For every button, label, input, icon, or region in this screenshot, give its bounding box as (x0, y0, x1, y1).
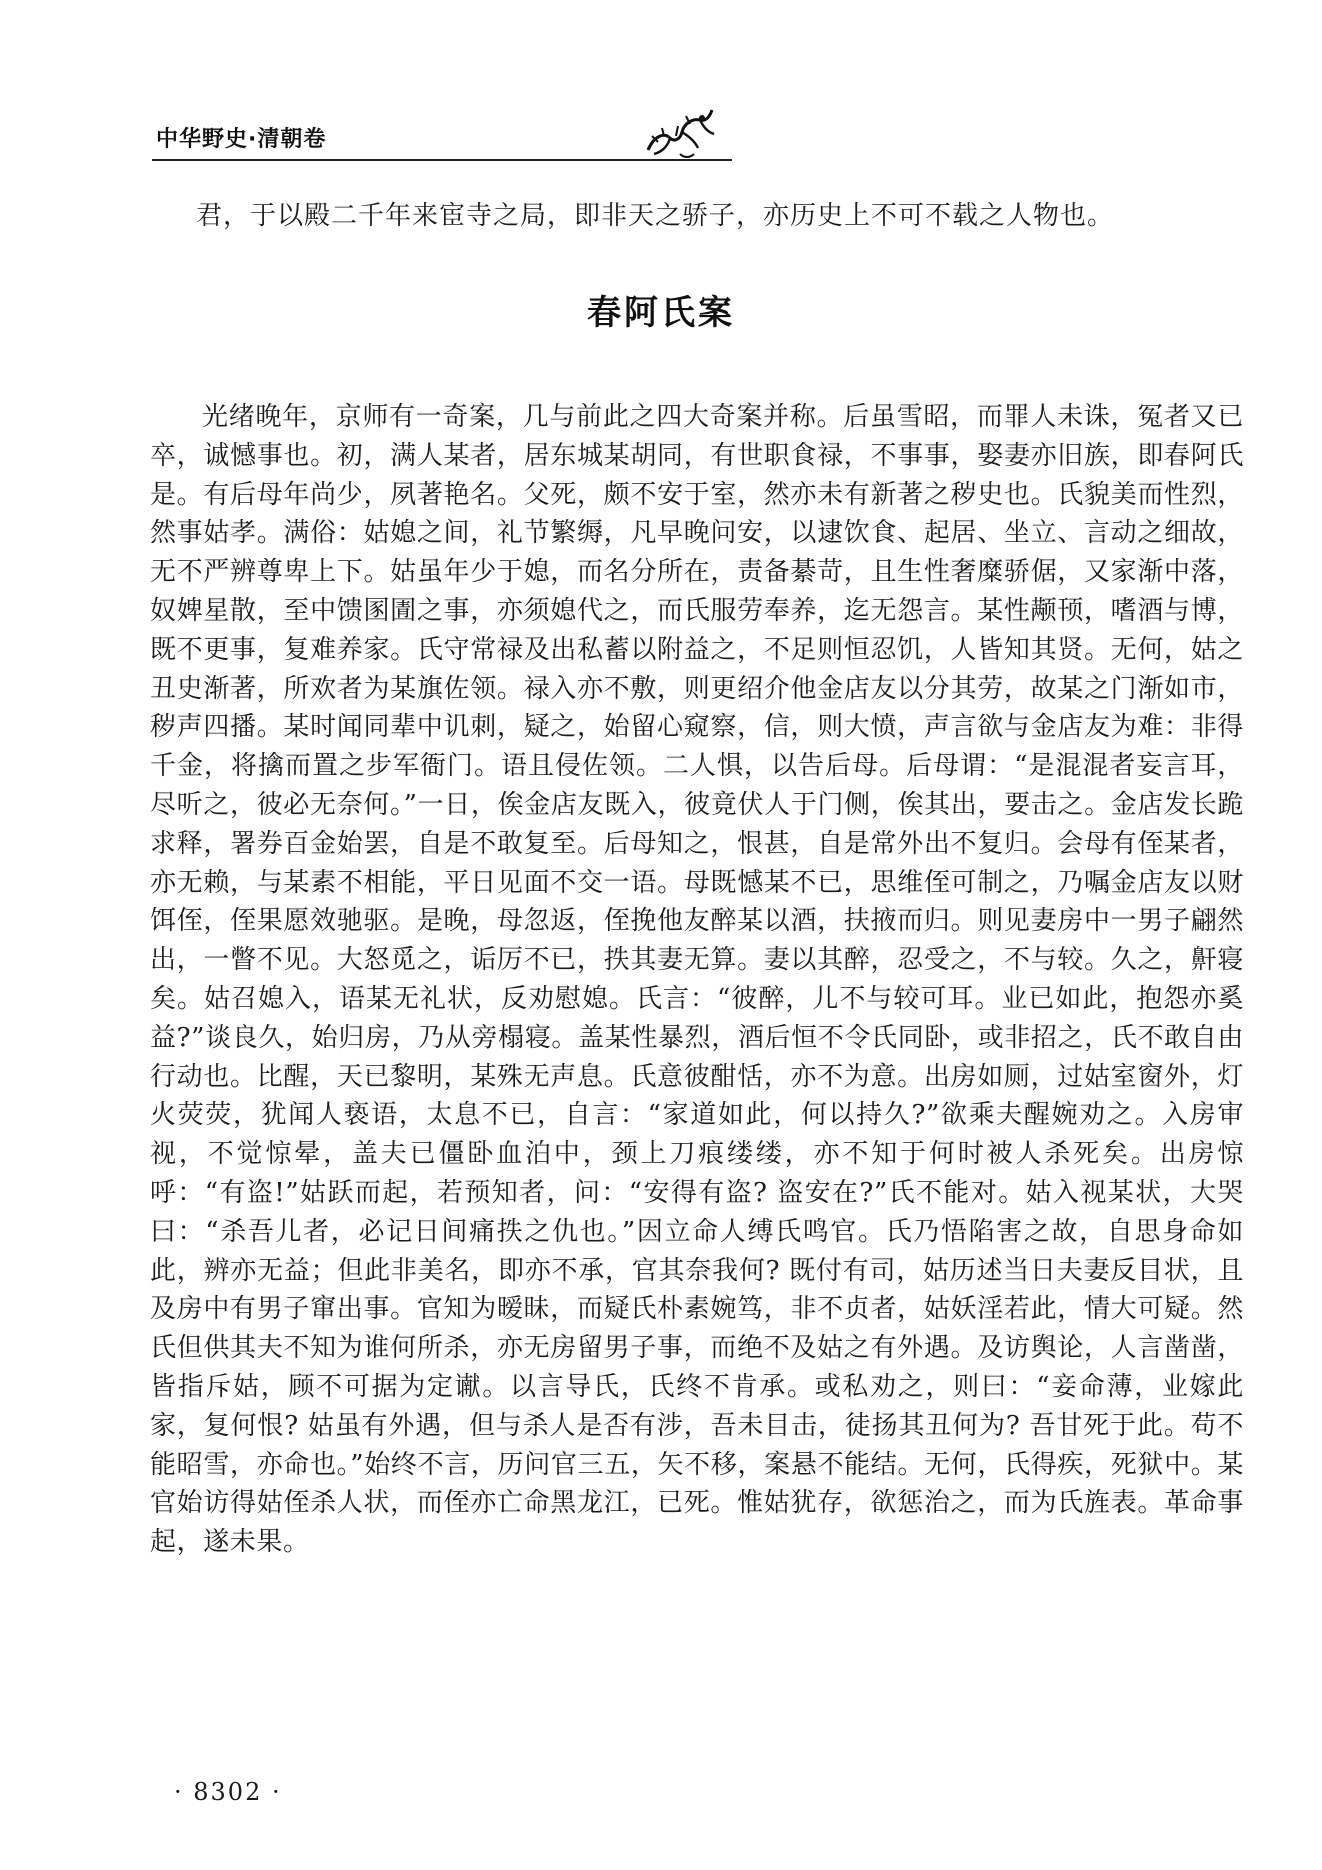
running-title: 中华野史·清朝卷 (156, 127, 327, 152)
article-title: 春阿氏案 (587, 293, 735, 333)
running-header (152, 116, 782, 164)
carryover-paragraph: 君，于以殿二千年来宦寺之局，即非天之骄子，亦历史上不可不载之人物也。 (196, 201, 1115, 231)
article-body: 光绪晚年，京师有一奇案，几与前此之四大奇案并称。后虽雪昭，而罪人未诛，冤者又已卒，诚憾事也。初，满人某者，居东城某胡同，有世职食禄，不事事，娶妻亦旧族，即春阿氏是。有后母年尚少，夙著艳名。父死，颇不安于室，然亦未有新著之秽史也。氏貌美而性烈，然事姑孝。满俗：姑媳之间，礼节繁缛，凡早晚问安，以逮饮食、起居、坐立、言动之细故，无不严辨尊卑上下。姑虽年少于媳，而名分所在，责备綦苛，且生性奢糜骄倨，又家渐中落，奴婢星散，至中馈圂圊之事，亦须媳代之，而氏服劳奉养，迄无怨言。某性颟顸，嗜酒与博，既不更事，复难养家。氏守常禄及出私蓄以附益之，不足则恒忍饥，人皆知其贤。无何，姑之丑史渐著，所欢者为某旗佐领。禄入亦不敷，则更绍介他金店友以分其劳，故某之门渐如市，秽声四播。某时闻同辈中讥刺，疑之，始留心窥察，信，则大愤，声言欲与金店友为难：非得千金，将擒而置之步军衙门。语且侵佐领。二人惧，以告后母。后母谓：“是混混者妄言耳，尽听之，彼必无奈何。”一日，俟金店友既入，彼竟伏人于门侧，俟其出，要击之。金店发长跪求释，署券百金始罢，自是不敢复至。后母知之，恨甚，自是常外出不复归。会母有侄某者，亦无赖，与某素不相能，平日见面不交一语。母既憾某不已，思维侄可制之，乃嘱金店友以财饵侄，侄果愿效驰驱。是晚，母忽返，侄挽他友醉某以酒，扶掖而归。则见妻房中一男子翩然出，一瞥不见。大怒觅之，诟厉不已，抶其妻无算。妻以其醉，忍受之，不与较。久之，鼾寝矣。姑召媳入，语某无礼状，反劝慰媳。氏言：“彼醉，儿不与较可耳。业已如此，抱怨亦奚益?”谈良久，始归房，乃从旁榻寝。盖某性暴烈，酒后恒不令氏同卧，或非招之，氏不敢自由行动也。比醒，天已黎明，某殊无声息。氏意彼酣恬，亦不为意。出房如厕，过姑室窗外，灯火荧荧，犹闻人亵语，太息不已，自言：“家道如此，何以持久?”欲乘夫醒婉劝之。入房审视，不觉惊晕，盖夫已僵卧血泊中，颈上刀痕缕缕，亦不知于何时被人杀死矣。出房惊呼：“有盗!”姑跃而起，若预知者，问：“安得有盗? 盗安在?”氏不能对。姑入视某状，大哭曰：“杀吾儿者，必记日间痛抶之仇也。”因立命人缚氏鸣官。氏乃悟陷害之故，自思身命如此，辨亦无益；但此非美名，即亦不承，官其奈我何? 既付有司，姑历述当日夫妻反目状，且及房中有男子窜出事。官知为暧昧，而疑氏朴素婉笃，非不贞者，姑妖淫若此，情大可疑。然氏但供其夫不知为谁何所杀，亦无房留男子事，而绝不及姑之有外遇。及访舆论，人言凿凿，皆指斥姑，顾不可据为定谳。以言导氏，氏终不肯承。或私劝之，则曰：“妾命薄，业嫁此家，复何恨? 姑虽有外遇，但与杀人是否有涉，吾未目击，徒扬其丑何为? 吾甘死于此。苟不能昭雪，亦命也。”始终不言，历问官三五，矢不移，案悬不能结。无何，氏得疾，死狱中。某官始访得姑侄杀人状，而侄亦亡命黑龙江，已死。惟姑犹存，欲惩治之，而为氏旌表。革命事起，遂未果。 (150, 402, 1244, 1558)
header-rule (152, 159, 732, 161)
page-number: · 8302 · (174, 1778, 282, 1806)
dragon-ornament-icon (640, 106, 718, 162)
